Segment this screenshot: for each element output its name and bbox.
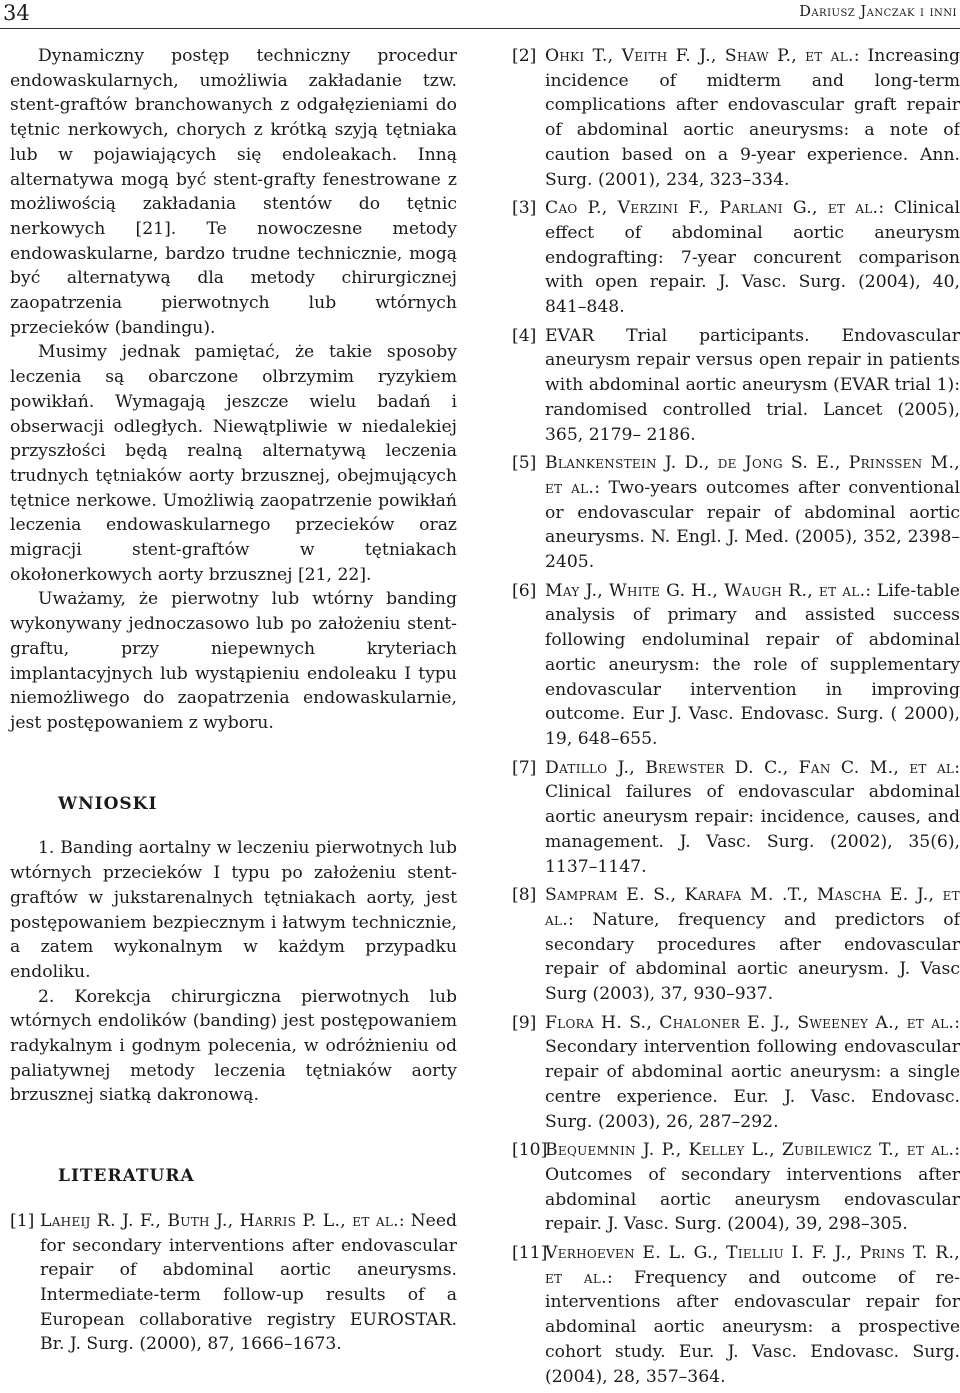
reference-number: [2] [512, 46, 537, 66]
reference-text: : Frequency and outcome of re-interventions after endovascular repair for abdominal aortic aneurysm: a prospective cohort study. Eur. J. Vasc. Endovasc. Surg. (2004), 28, 357–364. [545, 1267, 960, 1387]
reference-authors: Sampram E. S., Karafa M. .T., Mascha E. J., et al. [545, 885, 960, 930]
reference-text: : Outcomes of secondary interventions after abdominal aortic aneurysm endovascular repair. J. Vasc. Surg. (2004), 39, 298–305. [545, 1140, 960, 1235]
reference-number: [1] [10, 1210, 35, 1231]
page-number: 34 [3, 1, 30, 25]
reference-authors: May J., White G. H., Waugh R., et al. [545, 580, 866, 601]
reference-number: [3] [512, 198, 537, 219]
running-head: Dariusz Janczak i inni [799, 4, 957, 20]
reference-text: : Clinical effect of abdominal aortic aneurysm endografting: 7-year concurent comparison with open repair. J. Vasc. Surg. (2004), 40, 841–848. [545, 198, 960, 318]
reference-authors: Flora H. S., Chaloner E. J., Sweeney A., et al. [545, 1012, 955, 1033]
reference-text: : Life-table analysis of primary and assisted success following endoluminal repair of abdominal aortic aneurysm: the role of supplementary endovascular intervention in improving outcome. Eur J. Vasc. Endovasc. Surg. ( 2000), 19, 648–655. [545, 580, 960, 749]
reference-text: : Need for secondary interventions after endovascular repair of abdominal aortic aneurysms. Intermediate-term follow-up results of a European collaborative registry EUROSTAR. Br. J. Surg. (2000), 87, 1666–1673. [40, 1210, 457, 1355]
reference-authors: Datillo J., Brewster D. C., Fan C. M., et al [545, 757, 955, 778]
reference-text: : Two-years outcomes after conventional or endovascular repair of abdominal aortic aneurysms. N. Engl. J. Med. (2005), 352, 2398–2405. [545, 477, 960, 573]
conclusion-item: 1. Banding aortalny w leczeniu pierwotnych lub wtórnych przecieków I typu po założeniu stent-graftów w jukstarenalnych tętniakach aorty, jest postępowaniem bezpiecznym i łatwym technicznie, a zatem wykonalnym w każdym przypadku endoliku. [10, 838, 457, 982]
reference-authors: Blankenstein J. D., de Jong S. E., Prinssen M., et al. [545, 453, 960, 498]
body-paragraph: Dynamiczny postęp techniczny procedur endowaskularnych, umożliwia zakładanie tzw. stent-graftów branchowanych z odgałęzieniami do tętnic nerkowych, chorych z krótką szyją tętniaka lub w pojawiających się endoleakach. Inną alternatywa mogą być stent-grafty fenestrowane z możliwością zakładania stentów do tętnic nerkowych [21]. Te nowoczesne metody endowaskularne, bardzo trudne technicznie, mogą być alternatywą dla metody chirurgicznej zaopatrzenia pierwotnych lub wtórnych przecieków (bandingu). [10, 46, 457, 338]
reference-text: : Secondary intervention following endovascular repair of abdominal aortic aneurysm: a single centre experience. Eur. J. Vasc. Endovasc. Surg. (2003), 26, 287–292. [545, 1012, 960, 1132]
reference-item [512, 1011, 960, 1135]
reference-text: : Increasing incidence of midterm and long-term complications after endovascular graft repair of abdominal aortic aneurysms: a note of caution based on a 9-year experience. Ann. Surg. (2001), 234, 323–334. [545, 46, 960, 190]
header-rule [0, 28, 960, 29]
reference-number: [10] [512, 1140, 548, 1161]
reference-number: [11] [512, 1243, 548, 1264]
right-column [512, 44, 960, 1393]
reference-number: [4] [512, 325, 537, 346]
reference-number: [6] [512, 580, 537, 601]
reference-item [512, 324, 960, 448]
reference-item [512, 579, 960, 752]
conclusion-item: 2. Korekcja chirurgiczna pierwotnych lub wtórnych endolików (banding) jest postępowaniem radykalnym i godnym polecenia, w odróżnieniu od paliatywnej metody leczenia tętniaków aorty brzusznej siatką dakronową. [10, 986, 457, 1106]
reference-item [512, 451, 960, 575]
references-heading: LITERATURA [58, 1166, 195, 1187]
reference-authors: Laheij R. J. F., Buth J., Harris P. L., et al. [40, 1210, 399, 1231]
reference-text: : Nature, frequency and predictors of secondary procedures after endovascular repair of abdominal aortic aneurysm. J. Vasc Surg (2003), 37, 930–937. [545, 909, 960, 1005]
reference-text: EVAR Trial participants. Endovascular aneurysm repair versus open repair in patients with abdominal aortic aneurysm (EVAR trial 1): randomised controlled trial. Lancet (2005), 365, 2179– 2186. [545, 325, 960, 445]
left-column [10, 44, 457, 1361]
reference-number: [5] [512, 453, 537, 474]
reference-item [512, 883, 960, 1007]
reference-authors: Ohki T., Veith F. J., Shaw P., et al. [545, 46, 854, 66]
reference-number: [7] [512, 757, 537, 778]
reference-authors: Verhoeven E. L. G., Tielliu I. F. J., Prins T. R., et al. [545, 1243, 960, 1288]
body-paragraph: Uważamy, że pierwotny lub wtórny banding wykonywany jednoczasowo lub po założeniu stent-graftu, przy niepewnych kryteriach implantacyjnych lub wystąpieniu endoleaku I typu niemożliwego do zaopatrzenia endowaskularnie, jest postępowaniem z wyboru. [10, 589, 457, 733]
reference-number: [9] [512, 1012, 537, 1033]
reference-authors: Bequemnin J. P., Kelley L., Zubilewicz T., et al. [545, 1140, 955, 1161]
reference-number: [8] [512, 885, 537, 906]
reference-item [512, 196, 960, 320]
reference-item [512, 756, 960, 880]
reference-item [512, 44, 960, 192]
reference-authors: Cao P., Verzini F., Parlani G., et al. [545, 198, 879, 219]
conclusions-heading: WNIOSKI [58, 793, 158, 814]
body-paragraph: Musimy jednak pamiętać, że takie sposoby leczenia są obarczone olbrzymim ryzykiem powikłań. Wymagają jeszcze wielu badań i obserwacji odległych. Niewątpliwie w niedalekiej przyszłości będą realną alternatywą leczenia trudnych tętniaków aorty brzusznej, obejmujących tętnice nerkowe. Umożliwią zaopatrzenie powikłań leczenia endowaskularnego przecieków oraz migracji stent-graftów w tętniakach okołonerkowych aorty brzusznej [21, 22]. [10, 342, 457, 585]
reference-text: : Clinical failures of endovascular abdominal aortic aneurysm repair: incidence, causes, and management. J. Vasc. Surg. (2002), 35(6), 1137–1147. [545, 757, 960, 877]
reference-item [512, 1241, 960, 1389]
reference-item [512, 1138, 960, 1237]
